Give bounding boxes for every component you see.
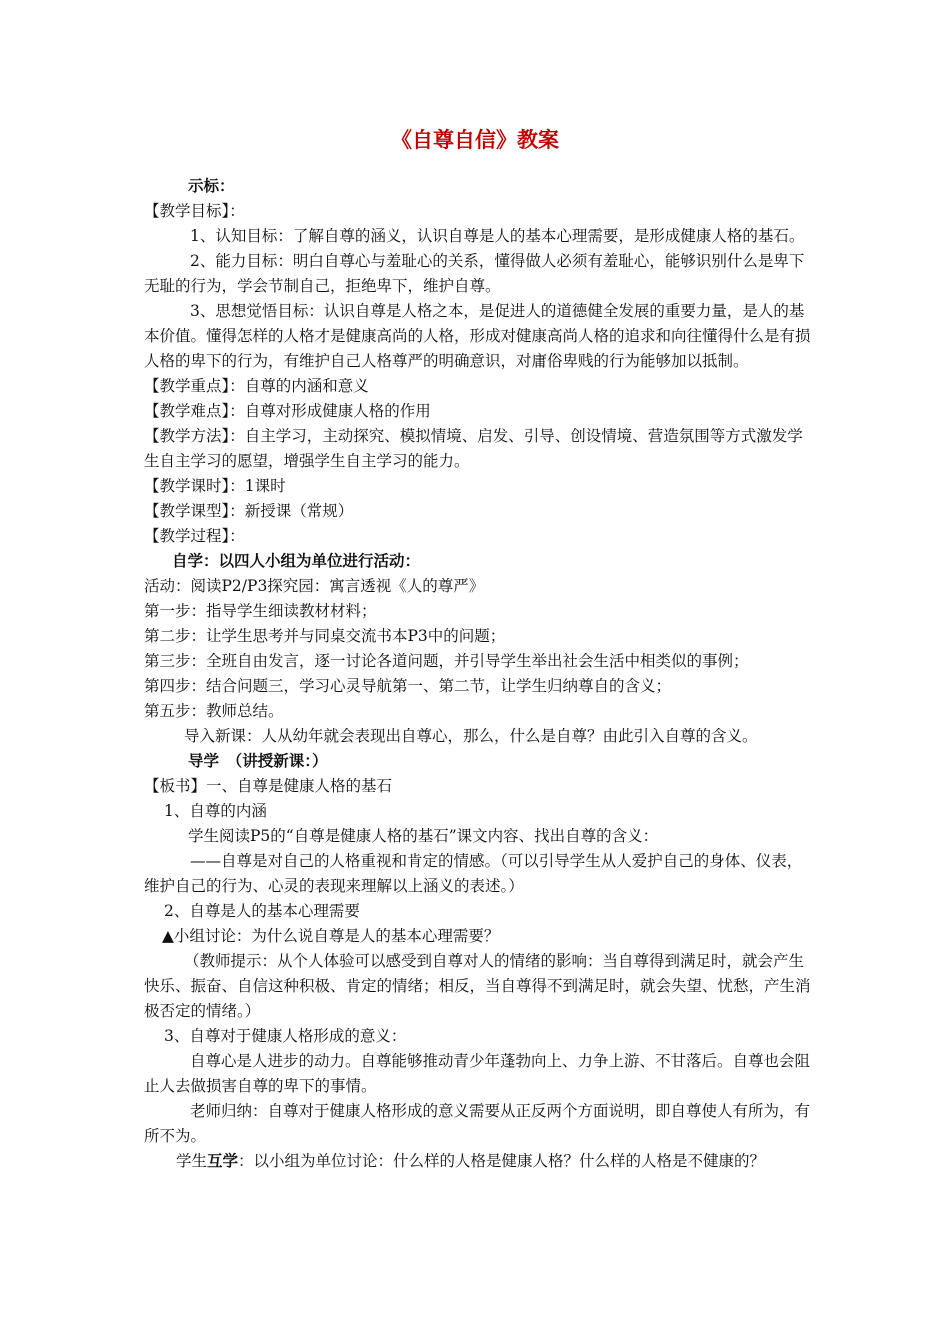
activity: 活动：阅读P2/P3探究园：寓言透视《人的尊严》 [144, 577, 485, 595]
section-2-hint: （教师提示：从个人体验可以感受到自尊对人的情绪的影响：当自尊得到满足时，就会产生快乐、振奋、自信这种积极、肯定的情绪；相反，当自尊得不到满足时，就会失望、忧愁，产生消极否定的情绪。） [144, 952, 811, 1020]
mutual-text: ：以小组为单位讨论：什么样的人格是健康人格？什么样的人格是不健康的？ [238, 1152, 766, 1170]
section-2-title: 2、自尊是人的基本心理需要 [164, 902, 360, 920]
board-heading: 【板书】一、自尊是健康人格的基石 [144, 777, 393, 795]
shibiao-heading: 示标： [188, 177, 235, 195]
process-header: 【教学过程】： [144, 527, 245, 545]
page-title: 《自尊自信》教案 [391, 128, 559, 152]
goal-ability: 2、能力目标：明白自尊心与羞耻心的关系，懂得做人必须有羞耻心，能够识别什么是卑下无耻的行为，学会节制自己，拒绝卑下，维护自尊。 [144, 252, 805, 295]
difficulty: 【教学难点】：自尊对形成健康人格的作用 [144, 402, 431, 420]
mutual-bold: 互学 [207, 1152, 239, 1170]
section-1-title: 1、自尊的内涵 [164, 802, 267, 820]
lesson-type: 【教学课型】：新授课（常规） [144, 502, 354, 520]
document-body [144, 174, 816, 1174]
guide-heading: 导学 （讲授新课：） [188, 752, 328, 770]
mutual-prefix: 学生 [176, 1152, 208, 1170]
step-3: 第三步：全班自由发言，逐一讨论各道问题，并引导学生举出社会生活中相类似的事例； [144, 652, 749, 670]
self-study-heading: 自学：以四人小组为单位进行活动： [172, 552, 421, 570]
section-2-discussion: ▲小组讨论：为什么说自尊是人的基本心理需要？ [162, 927, 500, 945]
step-4: 第四步：结合问题三，学习心灵导航第一、第二节，让学生归纳尊自的含义； [144, 677, 672, 695]
goal-ideology: 3、思想觉悟目标：认识自尊是人格之本，是促进人的道德健全发展的重要力量，是人的基本价值。懂得怎样的人格才是健康高尚的人格，形成对健康高尚人格的追求和向往懂得什么是有损人格的卑下的行为，有维护自己人格尊严的明确意识，对庸俗卑贱的行为能够加以抵制。 [144, 302, 811, 370]
goals-header: 【教学目标】： [144, 202, 245, 220]
section-1-definition: ——自尊是对自己的人格重视和肯定的情感。（可以引导学生从人爱护自己的身体、仪表，维护自己的行为、心灵的表现来理解以上涵义的表述。） [144, 852, 803, 895]
section-3-text: 自尊心是人进步的动力。自尊能够推动青少年蓬勃向上、力争上游、不甘落后。自尊也会阻止人去做损害自尊的卑下的事情。 [144, 1052, 811, 1095]
step-2: 第二步：让学生思考并与同桌交流书本P3中的问题； [144, 627, 506, 645]
section-1-reading: 学生阅读P5的“自尊是健康人格的基石”课文内容、找出自尊的含义： [188, 827, 659, 845]
step-1: 第一步：指导学生细读教材材料； [144, 602, 377, 620]
section-3-summary: 老师归纳：自尊对于健康人格形成的意义需要从正反两个方面说明，即自尊使人有所为，有所不为。 [144, 1102, 811, 1145]
section-3-title: 3、自尊对于健康人格形成的意义： [164, 1027, 407, 1045]
mutual-learning [144, 1149, 816, 1174]
intro-new-lesson: 导入新课：人从幼年就会表现出自尊心，那么，什么是自尊？由此引入自尊的含义。 [184, 727, 758, 745]
key-point: 【教学重点】：自尊的内涵和意义 [144, 377, 369, 395]
step-5: 第五步：教师总结。 [144, 702, 284, 720]
class-hours: 【教学课时】：1课时 [144, 477, 286, 495]
teaching-method: 【教学方法】：自主学习，主动探究、模拟情境、启发、引导、创设情境、营造氛围等方式激发学生自主学习的愿望，增强学生自主学习的能力。 [144, 427, 803, 470]
goal-cognitive: 1、认知目标：了解自尊的涵义，认识自尊是人的基本心理需要，是形成健康人格的基石。 [190, 227, 805, 245]
